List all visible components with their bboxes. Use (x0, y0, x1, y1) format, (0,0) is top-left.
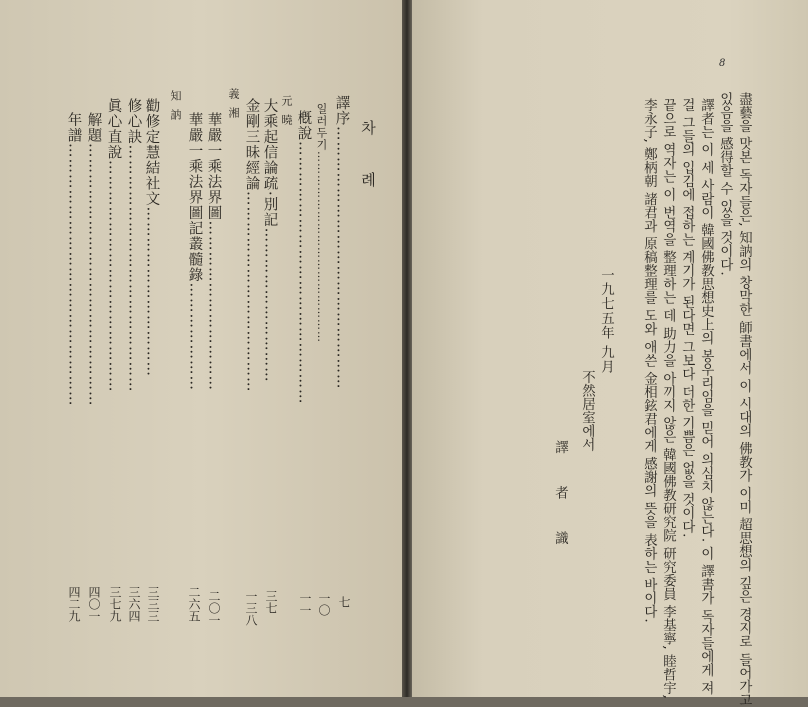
toc-entry-jinsim: 眞心直說……………………………………… (105, 98, 122, 393)
toc-page-beopgyedo: 二〇一 (207, 590, 221, 626)
toc-entry-gyeolsamun: 勸修定慧結社文…………………………… (143, 98, 160, 377)
toc-entry-gisillon: 大乘起信論疏·別記………………………… (261, 98, 278, 383)
toc-entry-notes: 일러두기………………………………………… (315, 103, 328, 343)
toc-page-gisillon: 三七 (264, 590, 278, 614)
left-page (0, 0, 402, 697)
toc-author-uisang: 義湘 (227, 88, 240, 126)
body-column-4: 걸 그들의 입김에 접하는 계기가 된다면 그보다 더한 기쁨은 없을 것이다. (679, 98, 695, 538)
toc-page-susimgyeol: 三六四 (127, 586, 141, 622)
toc-page-jinsim: 三七九 (108, 586, 122, 622)
toc-page-haeje: 四〇一 (87, 586, 101, 622)
toc-entry-geumgang: 金剛三昧經論………………………………… (243, 98, 260, 393)
toc-page-gyeolsamun: 三三三 (146, 586, 160, 622)
toc-page-yeonbo: 四二九 (67, 586, 81, 622)
body-column-5: 끝으로 역자는 이 번역을 整理하는 데 助力을 아끼지 않은 韓國佛教研究院 研究委員 李基寧, 睦哲宇, (660, 98, 676, 699)
body-column-2: 있음을 感得할 수 있을 것이다. (717, 92, 733, 276)
toc-entry-haeje: 解題…………………………………………… (85, 112, 102, 407)
toc-title: 차 례 (359, 120, 377, 203)
page-number: 8 (719, 58, 726, 69)
book-gutter (402, 0, 412, 697)
body-column-6: 李永子, 鄭柄朝 諸君과 原稿整理를 도와 애쓴 金相鉉君에게 感謝의 뜻을 表하는 바이다. (641, 98, 657, 623)
translator-sign: 譯 者 識 (552, 440, 568, 559)
toc-entry-yeonbo: 年譜…………………………………………… (65, 112, 82, 407)
place-line: 不然居室에서 (579, 370, 595, 451)
toc-entry-chongsurok: 華嚴一乘法界圖記叢髓錄………………… (186, 112, 203, 391)
toc-page-chongsurok: 二六五 (187, 586, 201, 622)
toc-author-jinul: 知訥 (169, 90, 182, 128)
body-column-3: 譯者는 이 세 사람이 韓國佛教思想史上의 봉우리임을 믿어 의심치 않는다. 이 譯書가 독자들에게 져 (698, 98, 714, 695)
toc-page-notes: 一〇 (317, 592, 331, 616)
toc-author-wonhyo: 元曉 (280, 95, 293, 133)
toc-page-geumgang: 一三八 (244, 590, 258, 626)
right-page (412, 0, 808, 707)
date-line: 一九七五年 九月 (598, 268, 614, 375)
toc-page-preface: 七 (337, 596, 351, 608)
toc-entry-susimgyeol: 修心訣………………………………………… (125, 98, 142, 393)
toc-entry-overview: 槪說…………………………………………… (295, 110, 312, 405)
toc-page-overview: 一一 (298, 592, 312, 616)
toc-entry-preface: 譯序…………………………………………… (333, 95, 350, 390)
toc-entry-beopgyedo: 華嚴一乘法界圖…………………………… (205, 112, 222, 391)
body-column-1: 盡藝을 맛본 독자들은, 知訥의 창막한 師書에서 이 시대의 佛教가 이미 超思想의 깊은 경지로 들어가고 (736, 92, 752, 707)
